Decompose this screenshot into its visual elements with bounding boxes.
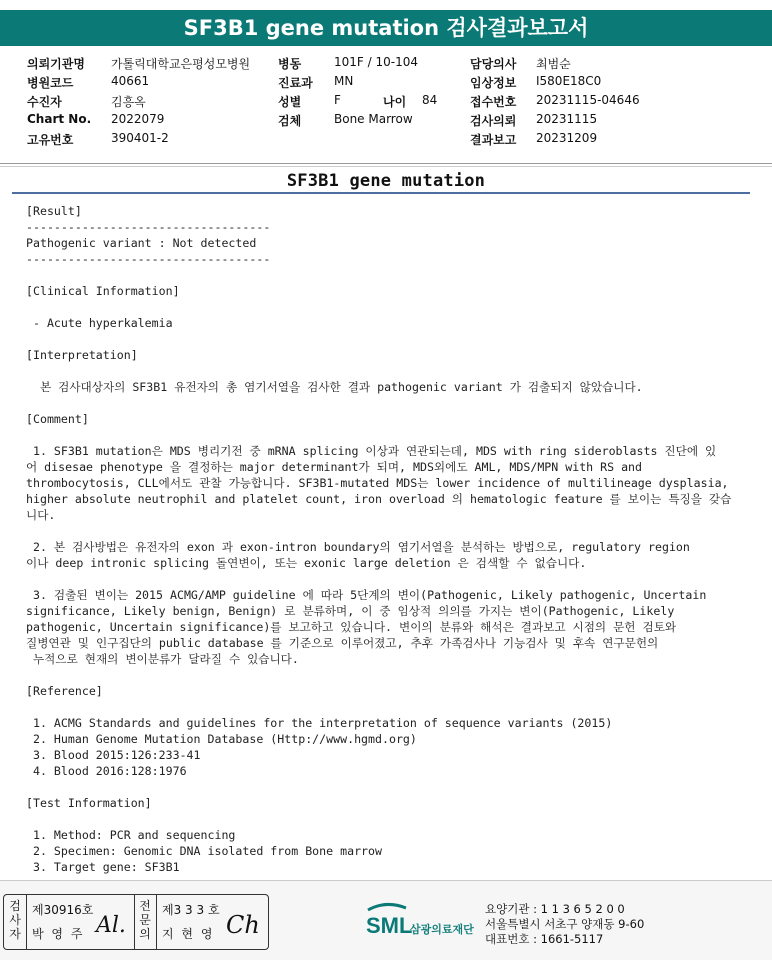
hospital-value: 가톨릭대학교은평성모병원 — [111, 57, 251, 71]
address: 서울특별시 서초구 양재동 9-60 — [485, 917, 645, 931]
phone-number: 대표번호 : 1661-5117 — [485, 932, 604, 946]
dept-label: 진료과 — [278, 76, 313, 90]
unique-value: 390401-2 — [111, 131, 169, 145]
result-line: Pathogenic variant : Not detected — [26, 236, 257, 250]
hospcode-label: 병원코드 — [27, 76, 74, 90]
test-info-item: 1. Method: PCR and sequencing — [26, 828, 236, 842]
dash-line: ----------------------------------- — [26, 220, 271, 234]
interpretation-heading: [Interpretation] — [26, 348, 138, 362]
dash-line: ----------------------------------- — [26, 252, 271, 266]
section-underline — [12, 192, 750, 194]
signature-box — [3, 894, 269, 950]
divider — [0, 163, 772, 164]
agency-number: 요양기관 : 1 1 3 6 5 2 0 0 — [485, 902, 625, 916]
doctor-name: 지 현 영 — [162, 927, 215, 941]
comment-3: 3. 검출된 변이는 2015 ACMG/AMP guideline 에 따라 5단계의 변이(Pathogenic, Likely pathogenic, Uncertain significance, Likely benign, Benign) 로 분류하며, 이 중 임상적 의의를 가지는 변이(Pathogenic, Likely pathogenic, Uncertain significance)를 보고하고 있습니다. 변이의 분류와 해석은 결과보고 시점의 문헌 검토와 질병연관 및 인구집단의 public database 를 기준으로 이루어졌고, 추후 가족검사나 기능검사 및 후속 연구문헌의 누적으로 현재의 변이분류가 달라질 수 있습니다. — [26, 588, 707, 666]
examiner-name: 박 영 주 — [32, 927, 85, 941]
age-value: 84 — [422, 93, 438, 107]
doctor-sign-label: 전문의 — [139, 899, 151, 941]
foundation-address — [485, 902, 644, 947]
result-heading: [Result] — [26, 204, 82, 218]
reference-item: 1. ACMG Standards and guidelines for the interpretation of sequence variants (2015) — [26, 716, 613, 730]
test-info-heading: [Test Information] — [26, 796, 152, 810]
doctor-signature: Ch — [226, 911, 260, 939]
section-title: SF3B1 gene mutation — [286, 171, 486, 191]
comment-heading: [Comment] — [26, 412, 89, 426]
specimen-label: 검체 — [278, 114, 302, 128]
receipt-label: 접수번호 — [470, 95, 517, 109]
examiner-signature: Al. — [96, 913, 126, 938]
report-body — [26, 203, 746, 875]
sml-logo-icon — [366, 902, 478, 942]
chart-value: 2022079 — [111, 112, 165, 126]
sml-logo — [366, 902, 478, 946]
clinical-heading: [Clinical Information] — [26, 284, 180, 298]
doctor-value: 최범순 — [536, 57, 571, 71]
comment-2: 2. 본 검사방법은 유전자의 exon 과 exon-intron boundary의 염기서열을 분석하는 방법으로, regulatory region 이나 deep intronic splicing 돌연변이, 또는 exonic large deletion 은 검색할 수 없습니다. — [26, 540, 690, 570]
footer — [0, 880, 772, 959]
clinical-value: I580E18C0 — [536, 74, 602, 88]
report-value: 20231209 — [536, 131, 598, 145]
doctor-label: 담당의사 — [470, 57, 517, 71]
test-info-item: 3. Target gene: SF3B1 — [26, 860, 180, 874]
chart-label: Chart No. — [27, 112, 92, 126]
ward-label: 병동 — [278, 57, 302, 71]
sml-logo-text: SML — [366, 913, 413, 938]
receipt-value: 20231115-04646 — [536, 93, 640, 107]
unique-label: 고유번호 — [27, 133, 74, 147]
request-value: 20231115 — [536, 112, 598, 126]
hospcode-value: 40661 — [111, 74, 150, 88]
report-label: 결과보고 — [470, 133, 517, 147]
specimen-value: Bone Marrow — [334, 112, 413, 126]
patient-label: 수진자 — [27, 95, 62, 109]
report-title: SF3B1 gene mutation 검사결과보고서 — [0, 10, 772, 46]
comment-1: 1. SF3B1 mutation은 MDS 병리기전 중 mRNA splicing 이상과 연관되는데, MDS with ring sideroblasts 진단에 있 어 disesae phenotype 을 결정하는 major determinant가 되며, MDS외에도 AML, MDS/MPN with RS and thrombocytosis, CLL에서도 관찰 가능합니다. SF3B1-mutated MDS는 lower incidence of multilineage dysplasia, higher absolute neutrophil and platelet count, iron overload 의 hematologic feature 를 보이는 특징을 갖습 니다. — [26, 444, 732, 522]
reference-item: 4. Blood 2016:128:1976 — [26, 764, 187, 778]
test-info-item: 2. Specimen: Genomic DNA isolated from Bone marrow — [26, 844, 382, 858]
request-label: 검사의뢰 — [470, 114, 517, 128]
reference-item: 2. Human Genome Mutation Database (Http://www.hgmd.org) — [26, 732, 417, 746]
reference-item: 3. Blood 2015:126:233-41 — [26, 748, 201, 762]
doctor-license: 제3 3 3 호 — [162, 903, 220, 917]
dept-value: MN — [334, 74, 354, 88]
age-label: 나이 — [383, 95, 407, 109]
hospital-label: 의뢰기관명 — [27, 57, 85, 71]
clinical-label: 임상정보 — [470, 76, 517, 90]
divider — [0, 166, 772, 167]
foundation-name: 삼광의료재단 — [410, 923, 474, 936]
patient-value: 김흥옥 — [111, 95, 146, 109]
examiner-label: 검사자 — [9, 899, 21, 941]
examiner-license: 제30916호 — [32, 903, 94, 917]
interpretation-line: 본 검사대상자의 SF3B1 유전자의 총 염기서열을 검사한 결과 pathogenic variant 가 검출되지 않았습니다. — [26, 380, 643, 394]
reference-heading: [Reference] — [26, 684, 103, 698]
sex-label: 성별 — [278, 95, 302, 109]
sex-value: F — [334, 93, 341, 107]
clinical-line: - Acute hyperkalemia — [26, 316, 173, 330]
patient-info-block — [27, 55, 757, 150]
ward-value: 101F / 10-104 — [334, 55, 418, 69]
